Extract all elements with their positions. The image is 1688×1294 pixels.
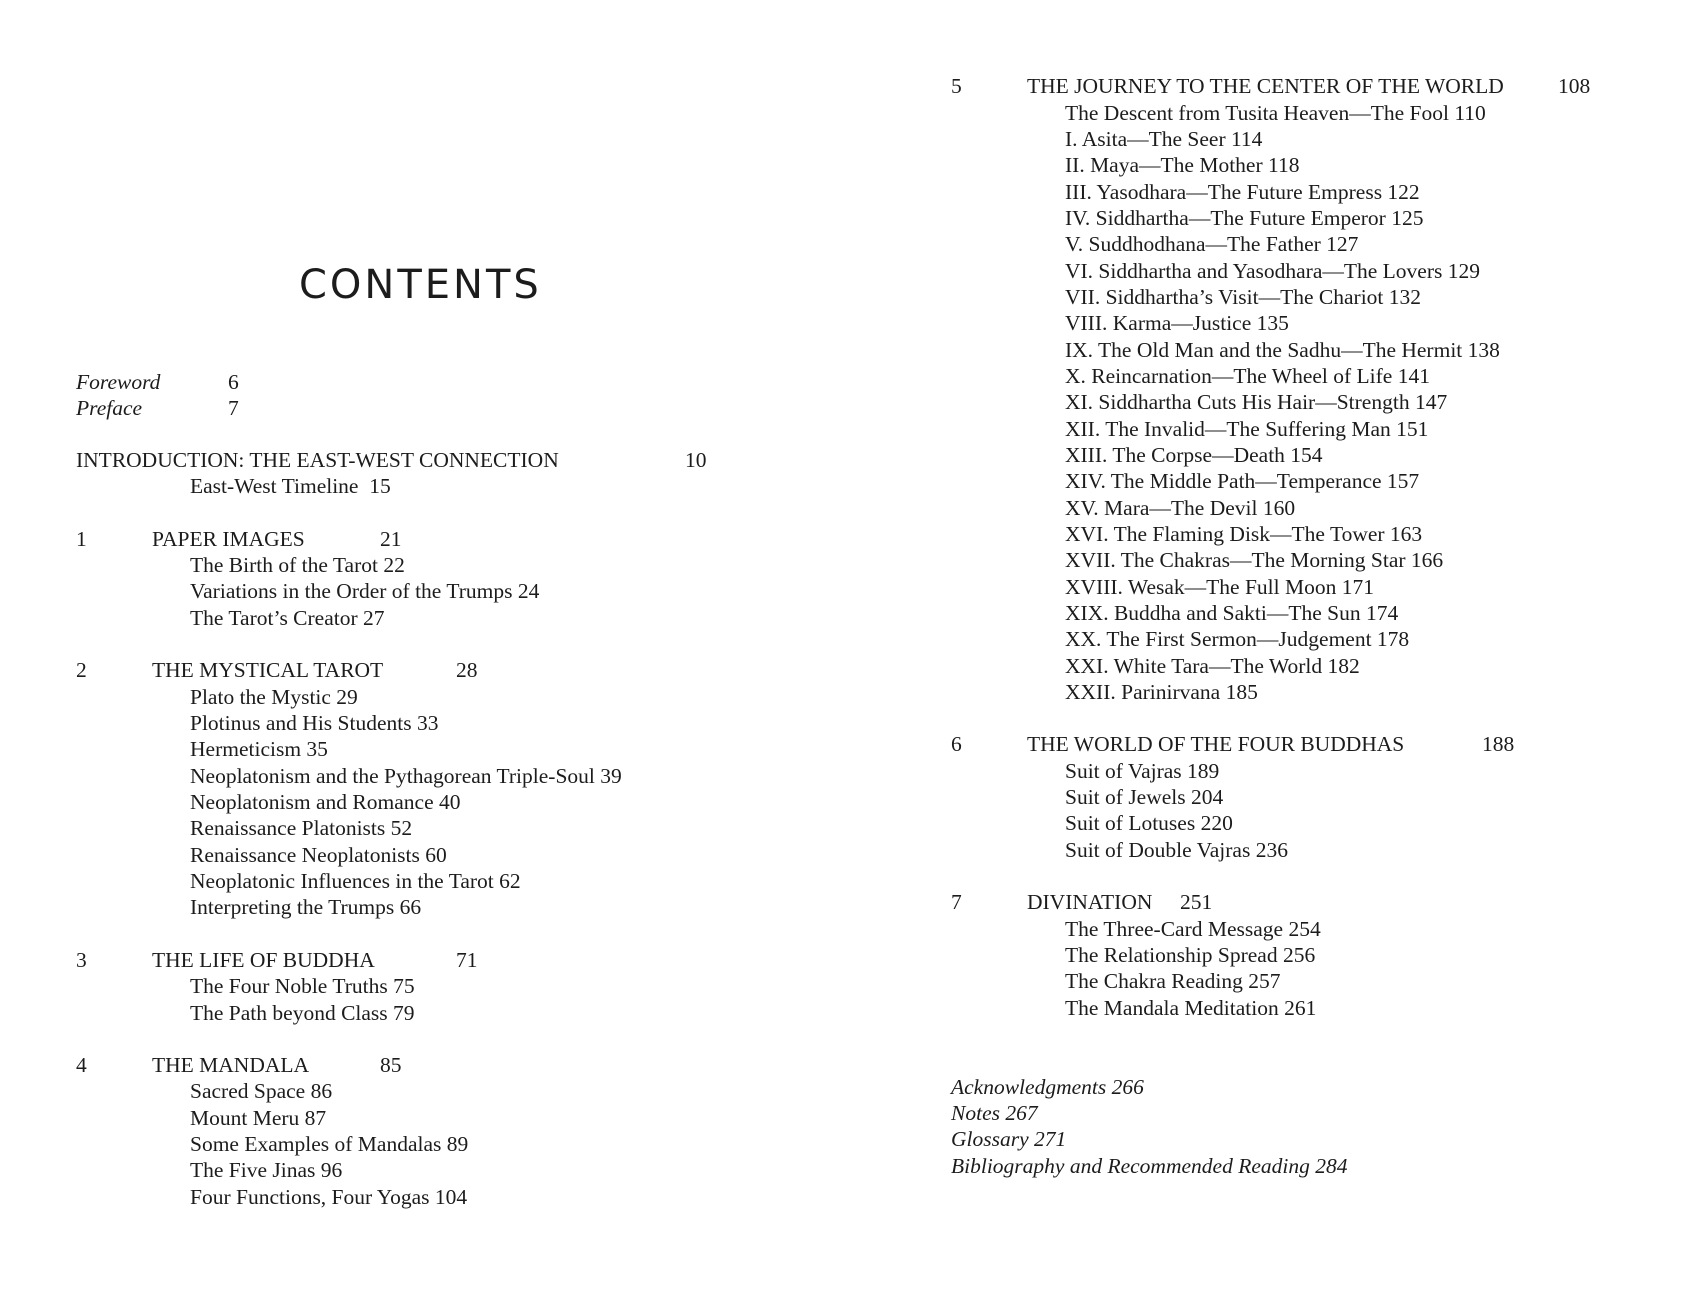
section-entry: East-West Timeline 15	[190, 474, 391, 498]
chapter-page: 28	[456, 658, 478, 682]
section-entry: The Tarot’s Creator 27	[190, 606, 385, 630]
section-entry: X. Reincarnation—The Wheel of Life 141	[1065, 364, 1430, 388]
section-entry: Mount Meru 87	[190, 1106, 327, 1130]
chapter-page: 251	[1180, 890, 1213, 914]
chapter-page: 108	[1558, 74, 1591, 98]
back-matter-entry: Acknowledgments 266	[951, 1075, 1144, 1099]
chapter-number: 1	[76, 527, 87, 551]
section-entry: XVI. The Flaming Disk—The Tower 163	[1065, 522, 1423, 546]
chapter-page: 188	[1482, 732, 1515, 756]
chapter-number: 6	[951, 732, 962, 756]
section-entry: Sacred Space 86	[190, 1079, 333, 1103]
section-entry: The Chakra Reading 257	[1065, 969, 1281, 993]
chapter-title: THE WORLD OF THE FOUR BUDDHAS	[1027, 732, 1405, 756]
section-entry: XI. Siddhartha Cuts His Hair—Strength 147	[1065, 390, 1448, 414]
front-matter-label: Foreword	[76, 370, 161, 394]
section-entry: V. Suddhodhana—The Father 127	[1065, 232, 1359, 256]
back-matter-entry: Glossary 271	[951, 1127, 1067, 1151]
section-entry: Some Examples of Mandalas 89	[190, 1132, 469, 1156]
chapter-number: 4	[76, 1053, 87, 1077]
introduction-page: 10	[685, 448, 707, 472]
section-entry: The Birth of the Tarot 22	[190, 553, 405, 577]
right-page	[844, 0, 1688, 1294]
back-matter-entry: Bibliography and Recommended Reading 284	[951, 1154, 1348, 1178]
section-entry: Suit of Lotuses 220	[1065, 811, 1233, 835]
section-entry: Neoplatonism and Romance 40	[190, 790, 461, 814]
section-entry: Neoplatonism and the Pythagorean Triple-Soul 39	[190, 764, 622, 788]
section-entry: IV. Siddhartha—The Future Emperor 125	[1065, 206, 1424, 230]
section-entry: Plotinus and His Students 33	[190, 711, 439, 735]
front-matter-page: 6	[228, 370, 239, 394]
section-entry: XII. The Invalid—The Suffering Man 151	[1065, 417, 1429, 441]
section-entry: III. Yasodhara—The Future Empress 122	[1065, 180, 1420, 204]
section-entry: Neoplatonic Influences in the Tarot 62	[190, 869, 521, 893]
chapter-page: 71	[456, 948, 478, 972]
section-entry: II. Maya—The Mother 118	[1065, 153, 1300, 177]
section-entry: Renaissance Neoplatonists 60	[190, 843, 447, 867]
chapter-title: THE LIFE OF BUDDHA	[152, 948, 375, 972]
section-entry: XIII. The Corpse—Death 154	[1065, 443, 1323, 467]
section-entry: XXI. White Tara—The World 182	[1065, 654, 1360, 678]
section-entry: XXII. Parinirvana 185	[1065, 680, 1258, 704]
chapter-number: 5	[951, 74, 962, 98]
section-entry: The Relationship Spread 256	[1065, 943, 1316, 967]
chapter-number: 7	[951, 890, 962, 914]
section-entry: Four Functions, Four Yogas 104	[190, 1185, 468, 1209]
chapter-title: PAPER IMAGES	[152, 527, 305, 551]
section-entry: VII. Siddhartha’s Visit—The Chariot 132	[1065, 285, 1422, 309]
section-entry: The Four Noble Truths 75	[190, 974, 415, 998]
section-entry: The Path beyond Class 79	[190, 1001, 415, 1025]
section-entry: The Mandala Meditation 261	[1065, 996, 1317, 1020]
section-entry: Suit of Vajras 189	[1065, 759, 1220, 783]
section-entry: XIX. Buddha and Sakti—The Sun 174	[1065, 601, 1399, 625]
section-entry: VI. Siddhartha and Yasodhara—The Lovers 129	[1065, 259, 1480, 283]
section-entry: Suit of Jewels 204	[1065, 785, 1224, 809]
front-matter-page: 7	[228, 396, 239, 420]
section-entry: Plato the Mystic 29	[190, 685, 358, 709]
section-entry: Renaissance Platonists 52	[190, 816, 413, 840]
introduction-title: INTRODUCTION: THE EAST-WEST CONNECTION	[76, 448, 559, 472]
section-entry: XVII. The Chakras—The Morning Star 166	[1065, 548, 1444, 572]
chapter-page: 85	[380, 1053, 402, 1077]
section-entry: The Three-Card Message 254	[1065, 917, 1321, 941]
back-matter-entry: Notes 267	[951, 1101, 1038, 1125]
chapter-title: THE MYSTICAL TAROT	[152, 658, 384, 682]
chapter-page: 21	[380, 527, 402, 551]
section-entry: The Descent from Tusita Heaven—The Fool 110	[1065, 101, 1486, 125]
section-entry: Hermeticism 35	[190, 737, 328, 761]
section-entry: I. Asita—The Seer 114	[1065, 127, 1263, 151]
chapter-title: THE JOURNEY TO THE CENTER OF THE WORLD	[1027, 74, 1504, 98]
chapter-number: 2	[76, 658, 87, 682]
front-matter-label: Preface	[76, 396, 143, 420]
section-entry: The Five Jinas 96	[190, 1158, 343, 1182]
section-entry: Interpreting the Trumps 66	[190, 895, 422, 919]
chapter-title: THE MANDALA	[152, 1053, 310, 1077]
section-entry: Suit of Double Vajras 236	[1065, 838, 1288, 862]
section-entry: XVIII. Wesak—The Full Moon 171	[1065, 575, 1374, 599]
section-entry: VIII. Karma—Justice 135	[1065, 311, 1289, 335]
section-entry: XIV. The Middle Path—Temperance 157	[1065, 469, 1420, 493]
chapter-title: DIVINATION	[1027, 890, 1153, 914]
page-title: CONTENTS	[299, 262, 542, 308]
section-entry: Variations in the Order of the Trumps 24	[190, 579, 540, 603]
section-entry: IX. The Old Man and the Sadhu—The Hermit 138	[1065, 338, 1500, 362]
section-entry: XX. The First Sermon—Judgement 178	[1065, 627, 1410, 651]
section-entry: XV. Mara—The Devil 160	[1065, 496, 1296, 520]
chapter-number: 3	[76, 948, 87, 972]
